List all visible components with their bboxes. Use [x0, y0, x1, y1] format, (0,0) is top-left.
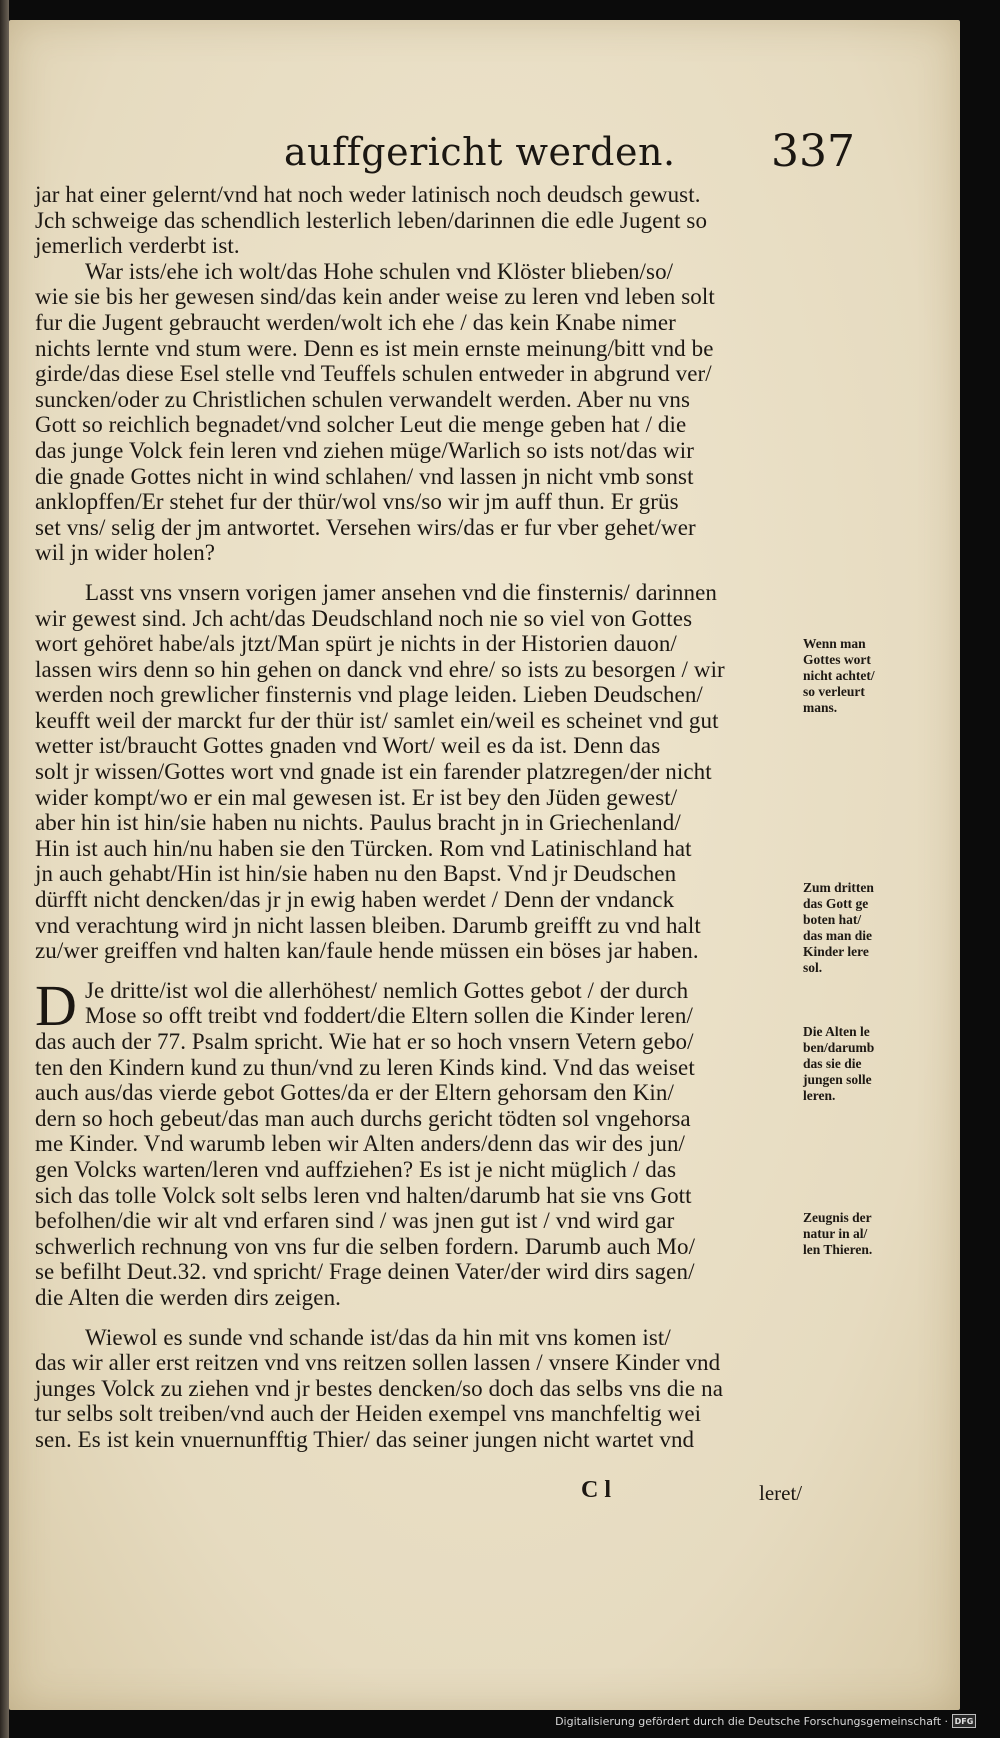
text-line: vnd verachtung wird jn nicht lassen bleiben. Darumb greifft zu vnd halt — [35, 912, 701, 938]
text-line: Je dritte/ist wol die allerhöhest/ nemlich Gottes gebot / der durch — [85, 977, 689, 1003]
text-line: suncken/oder zu Christlichen schulen verwandelt werden. Aber nu vns — [35, 386, 690, 412]
marginal-note-line: leren. — [803, 1088, 836, 1103]
marginal-note-line: so verleurt — [803, 684, 865, 699]
text-line: schwerlich rechnung von vns fur die selben fordern. Darumb auch Mo/ — [35, 1233, 696, 1259]
digitization-credit — [555, 1714, 976, 1728]
text-line: girde/das diese Esel stelle vnd Teuffels schulen entweder in abgrund ver/ — [35, 361, 712, 387]
marginal-note-line: natur in al/ — [803, 1226, 868, 1241]
main-text-block — [35, 182, 805, 1453]
marginal-note-line: das sie die — [803, 1056, 862, 1071]
text-line: jn auch gehabt/Hin ist hin/sie haben nu den Bapst. Vnd jr Deudschen — [35, 861, 677, 887]
text-line: wil jn wider holen? — [35, 540, 216, 566]
page-number: 337 — [771, 126, 855, 177]
text-line: dürfft nicht dencken/das jr jn ewig haben werdet / Denn der vndanck — [35, 887, 675, 913]
paragraph-gap — [35, 964, 805, 978]
text-line: set vns/ selig der jm antwortet. Versehen wirs/das er fur vber gehet/wer — [35, 514, 696, 540]
text-line: me Kinder. Vnd warumb leben wir Alten anders/denn das wir des jun/ — [35, 1131, 686, 1157]
marginal-note-zeugnis-der-natur — [803, 1210, 913, 1258]
marginal-note-line: Gottes wort — [803, 652, 871, 667]
marginal-note-die-alten — [803, 1024, 913, 1104]
marginal-note-line: len Thieren. — [803, 1242, 873, 1257]
text-line: dern so hoch gebeut/das man auch durchs gericht tödten sol vngehorsa — [35, 1105, 691, 1131]
text-line: die Alten die werden dirs zeigen. — [35, 1284, 342, 1310]
text-line: nichts lernte vnd stum were. Denn es ist mein ernste meinung/bitt vnd be — [35, 335, 714, 361]
text-line: se befilht Deut.32. vnd spricht/ Frage deinen Vater/der wird dirs sagen/ — [35, 1259, 695, 1285]
text-line: das wir aller erst reitzen vnd vns reitzen sollen lassen / vnsere Kinder vnd — [35, 1350, 721, 1376]
text-line: solt jr wissen/Gottes wort vnd gnade ist ein farender platzregen/der nicht — [35, 759, 712, 785]
marginal-note-line: sol. — [803, 960, 823, 975]
text-line: War ists/ehe ich wolt/das Hohe schulen vnd Klöster blieben/so/ — [85, 258, 674, 284]
marginal-note-line: boten hat/ — [803, 912, 862, 927]
running-title: auffgericht werden. — [284, 130, 676, 174]
text-line: fur die Jugent gebraucht werden/wolt ich ehe / das kein Knabe nimer — [35, 309, 676, 335]
text-line: die gnade Gottes nicht in wind schlahen/ vnd lassen jn nicht vmb sonst — [35, 463, 694, 489]
text-line: keufft weil der marckt fur der thür ist/ samlet ein/weil es scheinet vnd gut — [35, 707, 719, 733]
text-line: werden noch grewlicher finsternis vnd plage leiden. Lieben Deudschen/ — [35, 682, 703, 708]
dropcap-letter: D — [35, 972, 77, 1038]
paragraph-gap — [35, 566, 805, 580]
dropcap-paragraph — [35, 972, 805, 1038]
credit-text: Digitalisierung gefördert durch die Deutsche Forschungsgemeinschaft · — [555, 1714, 948, 1728]
marginal-note-line: Zum dritten — [803, 880, 874, 895]
marginal-note-line: nicht achtet/ — [803, 668, 875, 683]
marginal-note-line: Zeugnis der — [803, 1210, 872, 1225]
text-line: lassen wirs denn so hin gehen on danck vnd ehre/ so ists zu besorgen / wir — [35, 656, 725, 682]
text-line: Gott so reichlich begnadet/vnd solcher Leut die menge geben hat / die — [35, 412, 687, 438]
text-line: Jch schweige das schendlich lesterlich leben/darinnen die edle Jugent so — [35, 207, 708, 233]
text-line: Lasst vns vnsern vorigen jamer ansehen vnd die finsternis/ darinnen — [85, 579, 718, 605]
page-header — [9, 126, 960, 186]
dfg-logo-icon: DFG — [952, 1714, 976, 1728]
text-line: wetter ist/braucht Gottes gnaden vnd Wort/ weil es da ist. Denn das — [35, 733, 661, 759]
text-line: wort gehöret habe/als jtzt/Man spürt je nichts in der Historien dauon/ — [35, 631, 677, 657]
paragraph-gap — [35, 1311, 805, 1325]
marginal-note-line: ben/darumb — [803, 1040, 875, 1055]
text-line: junges Volck zu ziehen vnd jr bestes dencken/so doch das selbs vns die na — [35, 1375, 724, 1401]
text-line: sen. Es ist kein vnuernunfftig Thier/ das seiner jungen nicht wartet vnd — [35, 1426, 695, 1452]
text-line: das auch der 77. Psalm spricht. Wie hat er so hoch vnsern Vetern gebo/ — [35, 1029, 694, 1054]
catchword: leret/ — [759, 1481, 803, 1505]
text-line: Hin ist auch hin/nu haben sie den Türcken. Rom vnd Latinischland hat — [35, 835, 692, 861]
text-line: jar hat einer gelernt/vnd hat noch weder latinisch noch deudsch gewust. — [35, 182, 701, 207]
text-line: befolhen/die wir alt vnd erfaren sind / was jnen gut ist / vnd wird gar — [35, 1208, 675, 1234]
marginal-note-line: das Gott ge — [803, 896, 869, 911]
text-line: wie sie bis her gewesen sind/das kein ander weise zu leren vnd leben solt — [35, 284, 715, 310]
text-line: wider kompt/wo er ein mal gewesen ist. Er ist bey den Jüden gewest/ — [35, 784, 678, 810]
text-line: gen Volcks warten/leren vnd auffziehen? Es ist je nicht müglich / das — [35, 1156, 677, 1182]
text-line: jemerlich verderbt ist. — [35, 233, 240, 259]
text-line: Mose so offt treibt vnd foddert/die Eltern sollen die Kinder leren/ — [85, 1003, 693, 1029]
marginal-note-line: jungen solle — [803, 1072, 872, 1087]
text-line: auch aus/das vierde gebot Gottes/da er der Eltern gehorsam den Kin/ — [35, 1080, 674, 1106]
text-line: sich das tolle Volck solt selbs leren vnd halten/darumb hat sie vns Gott — [35, 1182, 692, 1208]
marginal-note-line: Kinder lere — [803, 944, 869, 959]
marginal-note-zum-dritten — [803, 880, 913, 976]
text-line: Wiewol es sunde vnd schande ist/das da hin mit vns komen ist/ — [85, 1324, 671, 1350]
text-line: anklopffen/Er stehet fur der thür/wol vns/so wir jm auff thun. Er grüs — [35, 489, 679, 515]
text-line: tur selbs solt treiben/vnd auch der Heiden exempel vns manchfeltig wei — [35, 1401, 702, 1427]
scan-left-edge — [0, 0, 9, 1738]
marginal-note-line: Wenn man — [803, 636, 866, 651]
text-line: aber hin ist hin/sie haben nu nichts. Paulus bracht jn in Griechenland/ — [35, 810, 681, 836]
marginal-note-gottes-wort — [803, 636, 913, 716]
signature-mark: C l — [581, 1477, 611, 1503]
book-page — [9, 20, 960, 1710]
marginal-note-line: das man die — [803, 928, 873, 943]
text-line: zu/wer greiffen vnd halten kan/faule hende müssen ein böses jar haben. — [35, 938, 699, 964]
text-line: wir gewest sind. Jch acht/das Deudschland noch nie so viel von Gottes — [35, 605, 693, 631]
text-line: das junge Volck fein leren vnd ziehen müge/Warlich so ists not/das wir — [35, 437, 695, 463]
marginal-note-line: mans. — [803, 700, 838, 715]
marginal-note-line: Die Alten le — [803, 1024, 870, 1039]
text-line: ten den Kindern kund zu thun/vnd zu leren Kinds kind. Vnd das weiset — [35, 1054, 695, 1080]
